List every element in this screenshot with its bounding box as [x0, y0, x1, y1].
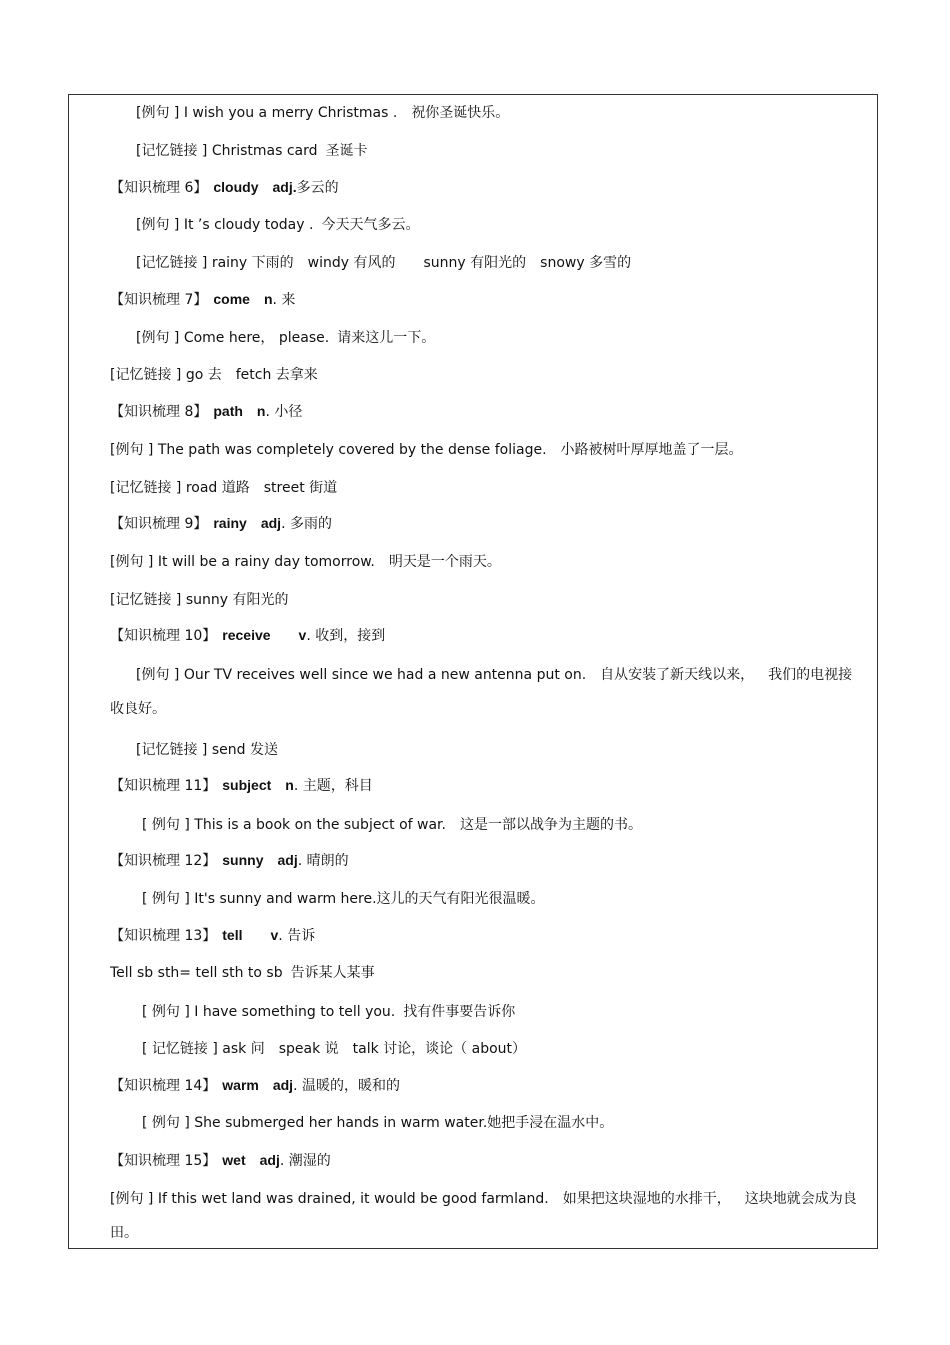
example-sentence: [例句 ] It will be a rainy day tomorrow. 明天是一个雨天。 [110, 554, 501, 570]
memory-link: [记忆链接 ] send 发送 [136, 742, 278, 758]
knowledge-heading: 【知识梳理 13】 tell v. 告诉 [110, 927, 316, 944]
example-sentence: [ 例句 ] This is a book on the subject of war. 这是一部以战争为主题的书。 [142, 817, 642, 833]
memory-link: [记忆链接 ] sunny 有阳光的 [110, 592, 289, 608]
knowledge-heading: 【知识梳理 6】 cloudy adj.多云的 [110, 179, 339, 196]
knowledge-heading: 【知识梳理 15】 wet adj. 潮湿的 [110, 1152, 331, 1169]
knowledge-heading: 【知识梳理 12】 sunny adj. 晴朗的 [110, 852, 349, 869]
example-sentence: [ 例句 ] I have something to tell you. 找有件事要告诉你 [142, 1004, 516, 1020]
example-sentence: [例句 ] It ’s cloudy today . 今天天气多云。 [136, 217, 420, 233]
knowledge-heading: 【知识梳理 11】 subject n. 主题，科目 [110, 777, 373, 794]
example-sentence: [例句 ] Our TV receives well since we had a new antenna put on. 自从安装了新天线以来， 我们的电视接收良好。 [110, 667, 853, 717]
example-sentence: [例句 ] If this wet land was drained, it would be good farmland. 如果把这块湿地的水排干， 这块地就会成为良田。 [110, 1191, 857, 1241]
memory-link: [记忆链接 ] rainy 下雨的 windy 有风的 sunny 有阳光的 snowy 多雪的 [136, 255, 632, 271]
memory-link: [记忆链接 ] road 道路 street 街道 [110, 480, 338, 496]
knowledge-heading: 【知识梳理 14】 warm adj. 温暖的，暖和的 [110, 1077, 400, 1094]
example-sentence: [ 例句 ] It's sunny and warm here.这儿的天气有阳光很温暖。 [142, 891, 545, 907]
knowledge-heading: 【知识梳理 8】 path n. 小径 [110, 403, 303, 420]
knowledge-heading: 【知识梳理 9】 rainy adj. 多雨的 [110, 515, 332, 532]
memory-link: [ 记忆链接 ] ask 问 speak 说 talk 讨论，谈论（ about） [142, 1041, 527, 1057]
example-sentence: [例句 ] I wish you a merry Christmas . 祝你圣诞快乐。 [136, 105, 510, 121]
knowledge-heading: 【知识梳理 10】 receive v. 收到，接到 [110, 627, 386, 644]
phrase-note: Tell sb sth= tell sth to sb 告诉某人某事 [110, 965, 375, 981]
knowledge-heading: 【知识梳理 7】 come n. 来 [110, 291, 296, 308]
memory-link: [记忆链接 ] Christmas card 圣诞卡 [136, 143, 368, 159]
example-sentence: [例句 ] The path was completely covered by the dense foliage. 小路被树叶厚厚地盖了一层。 [110, 442, 743, 458]
example-sentence: [例句 ] Come here， please. 请来这儿一下。 [136, 330, 436, 346]
example-sentence: [ 例句 ] She submerged her hands in warm water.她把手浸在温水中。 [142, 1115, 614, 1131]
memory-link: [记忆链接 ] go 去 fetch 去拿来 [110, 367, 318, 383]
